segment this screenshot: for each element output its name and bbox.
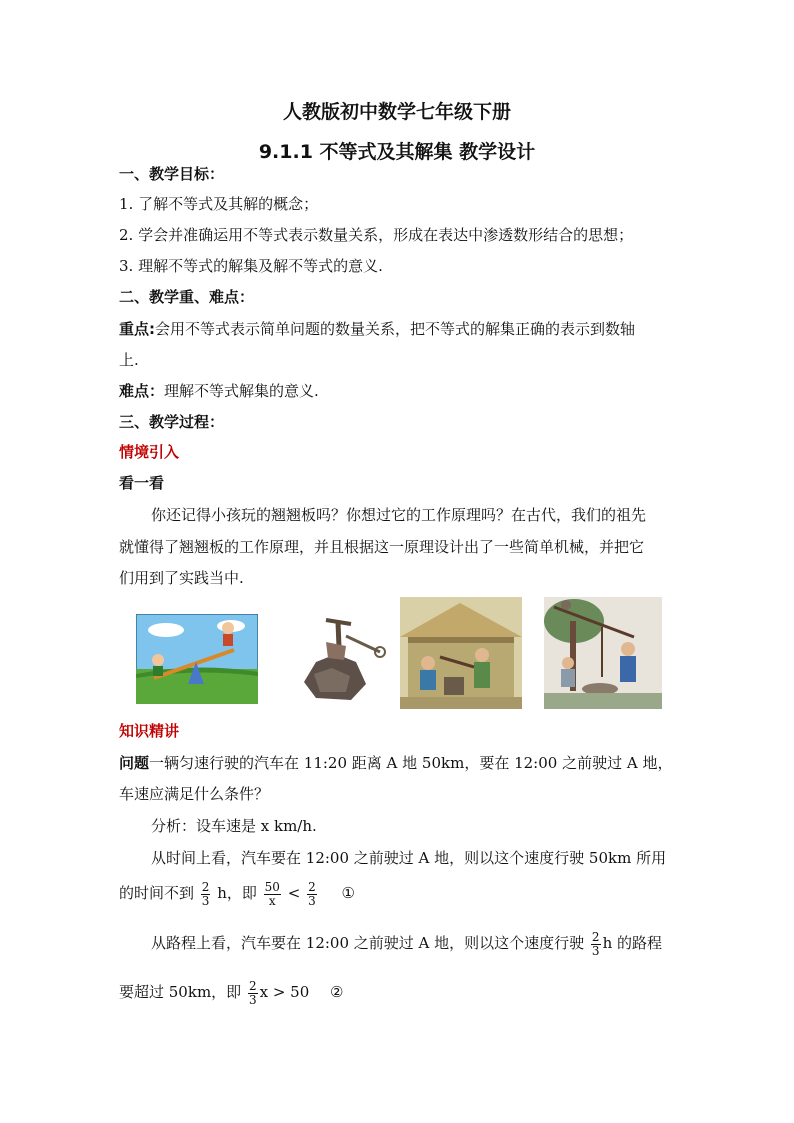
frac-num: 2 xyxy=(591,929,600,944)
dist-text-b: h 的路程 xyxy=(602,934,662,952)
inequality-text: x > 50 xyxy=(259,983,310,1001)
key-text-cont: 上. xyxy=(119,351,139,369)
marker-1: ① xyxy=(341,884,355,902)
frac-den: x xyxy=(268,893,276,908)
fraction-two-thirds xyxy=(307,881,317,908)
doc-title: 人教版初中数学七年级下册 xyxy=(282,101,511,123)
key-point xyxy=(119,318,635,340)
frac-num: 2 xyxy=(308,879,316,894)
well-sweep-scene xyxy=(544,597,662,709)
ancient-workshop-scene xyxy=(400,597,522,709)
dist-text-a: 从路程上看，汽车要在 12:00 之前驶过 A 地，则以这个速度行驶 xyxy=(151,934,585,952)
frac-num: 2 xyxy=(201,879,210,894)
frac-den: 3 xyxy=(248,992,257,1007)
look-paragraph-2: 就懂得了翘翘板的工作原理，并且根据这一原理设计出了一些简单机械，并把它 xyxy=(119,538,645,556)
time-text-b: h，即 xyxy=(217,884,257,902)
frac-num: 50 xyxy=(264,879,280,894)
look-heading: 看一看 xyxy=(119,474,165,492)
dist-text-c: 要超过 50km，即 xyxy=(119,983,242,1001)
problem-text-cont: 车速应满足什么条件？ xyxy=(119,785,270,803)
frac-num: 2 xyxy=(248,978,257,993)
analysis: 分析：设车速是 x km/h. xyxy=(151,817,317,835)
less-than-sign: < xyxy=(287,884,301,902)
frac-den: 3 xyxy=(201,893,210,908)
look-paragraph-3: 们用到了实践当中. xyxy=(119,569,244,587)
marker-2: ② xyxy=(330,983,344,1001)
time-paragraph-2 xyxy=(119,876,355,910)
process-heading: 三、教学过程： xyxy=(119,413,225,431)
goals-heading: 一、教学目标： xyxy=(119,165,225,183)
diff-label: 难点： xyxy=(119,382,165,400)
frac-den: 3 xyxy=(308,893,316,908)
fraction-two-thirds xyxy=(248,980,258,1007)
problem-text: 一辆匀速行驶的汽车在 11:20 距离 A 地 50km，要在 12:00 之前驶过 A 地， xyxy=(149,754,673,772)
goal-3: 3. 理解不等式的解集及解不等式的意义. xyxy=(119,257,383,275)
distance-paragraph-2 xyxy=(119,975,343,1009)
intro-heading: 情境引入 xyxy=(119,443,180,461)
goal-2: 2. 学会并准确运用不等式表示数量关系，形成在表达中渗透数形结合的思想； xyxy=(119,226,634,244)
key-label: 重点: xyxy=(119,320,155,338)
fraction-two-thirds xyxy=(591,931,601,958)
time-paragraph-1: 从时间上看，汽车要在 12:00 之前驶过 A 地，则以这个速度行驶 50km 所用 xyxy=(151,849,667,867)
look-paragraph-1: 你还记得小孩玩的翘翘板吗？你想过它的工作原理吗？在古代，我们的祖先 xyxy=(151,506,647,524)
doc-subtitle: 9.1.1 不等式及其解集 教学设计 xyxy=(258,141,536,163)
knowledge-heading: 知识精讲 xyxy=(119,722,180,740)
key-heading: 二、教学重、难点： xyxy=(119,288,255,306)
ancient-lever-machine xyxy=(296,612,388,706)
fraction-fifty-over-x xyxy=(264,881,281,908)
frac-den: 3 xyxy=(591,943,600,958)
diff-text: 理解不等式解集的意义. xyxy=(164,382,319,400)
time-text-a: 的时间不到 xyxy=(119,884,195,902)
distance-paragraph-1 xyxy=(151,926,662,960)
fraction-two-thirds xyxy=(201,881,211,908)
goal-1: 1. 了解不等式及其解的概念； xyxy=(119,195,319,213)
seesaw-illustration xyxy=(136,614,258,704)
key-text: 会用不等式表示简单问题的数量关系，把不等式的解集正确的表示到数轴 xyxy=(155,320,636,338)
problem-label: 问题 xyxy=(119,754,150,772)
problem xyxy=(119,752,672,774)
difficulty xyxy=(119,380,319,402)
